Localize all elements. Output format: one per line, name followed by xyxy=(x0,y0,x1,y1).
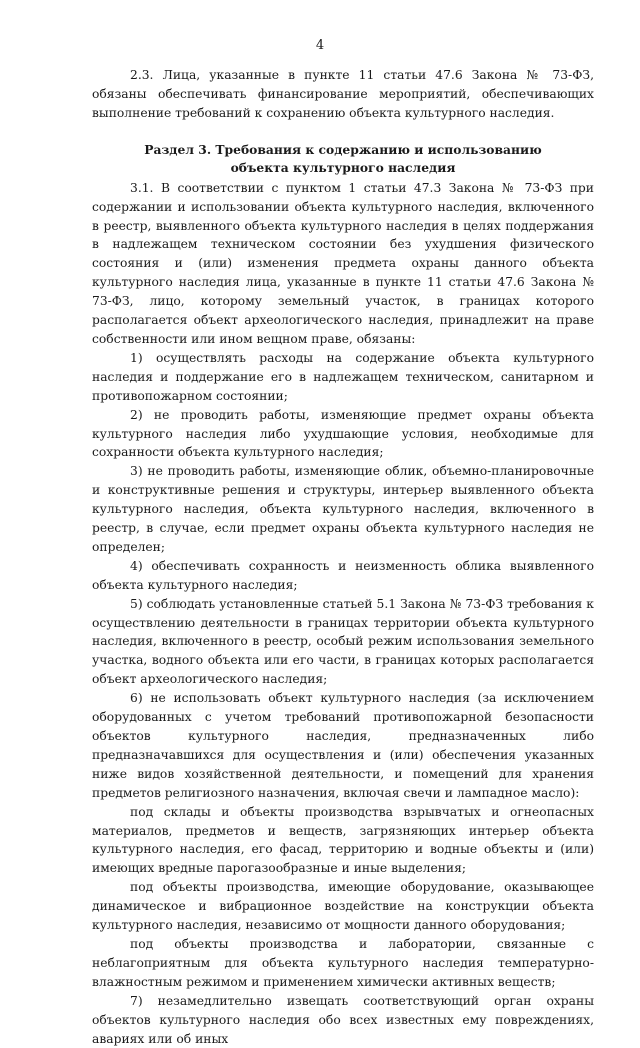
paragraph-2-3: 2.3. Лица, указанные в пункте 11 статьи 47.6 Закона № 73-ФЗ, обязаны обеспечивать финансирование мероприятий, обеспечивающих выполнение требований к сохранению объекта культурного наследия. xyxy=(92,68,594,120)
list-item-6: 6) не использовать объект культурного наследия (за исключением оборудованных с учетом требований противопожарной безопасности объектов культурного наследия, предназначенных либо предназначавшихся для осуществления и (или) обеспечения указанных ниже видов хозяйственной деятельности, и помещений для хранения предметов религиозного назначения, включая свечи и лампадное масло): xyxy=(92,691,594,800)
section-3-title xyxy=(92,141,594,177)
list-item-5: 5) соблюдать установленные статьей 5.1 Закона № 73-ФЗ требования к осуществлению деятельности в границах территории объекта культурного наследия, включенного в реестр, особый режим использования земельного участка, водного объекта или его части, в границах которых располагается объект археологического наследия; xyxy=(92,596,594,687)
sub-item-vibration-production: под объекты производства, имеющие оборудование, оказывающее динамическое и вибрационное воздействие на конструкции объекта культурного наследия, независимо от мощности данного оборудования; xyxy=(92,880,594,933)
sub-item-warehouses: под склады и объекты производства взрывчатых и огнеопасных материалов, предметов и веществ, загрязняющих интерьер объекта культурного наследия, его фасад, территорию и водные объекты и (или) имеющих вредные парогазообразные и иные выделения; xyxy=(92,804,594,876)
list-item-2: 2) не проводить работы, изменяющие предмет охраны объекта культурного наследия либо ухудшающие условия, необходимые для сохранности объекта культурного наследия; xyxy=(92,407,594,460)
section-title-line-1: Раздел 3. Требования к содержанию и использованию xyxy=(144,141,542,157)
list-item-3: 3) не проводить работы, изменяющие облик, объемно-планировочные и конструктивные решения и структуры, интерьер выявленного объекта культурного наследия, объекта культурного наследия, включенного в реестр, в случае, если предмет охраны объекта культурного наследия не определен; xyxy=(92,464,594,554)
list-item-1: 1) осуществлять расходы на содержание объекта культурного наследия и поддержание его в надлежащем техническом, санитарном и противопожарном состоянии; xyxy=(92,350,594,403)
page-number: 4 xyxy=(315,38,325,53)
paragraph-3-1: 3.1. В соответствии с пунктом 1 статьи 47.3 Закона № 73-ФЗ при содержании и использовании объекта культурного наследия, включенного в реестр, выявленного объекта культурного наследия в целях поддержания в надлежащем техническом состоянии без ухудшения физического состояния и (или) изменения предмета охраны данного объекта культурного наследия лица, указанные в пункте 11 статьи 47.6 Закона № 73-ФЗ, лицо, которому земельный участок, в границах которого располагается объект археологического наследия, принадлежит на праве собственности или ином вещном праве, обязаны: xyxy=(92,180,594,346)
document-body xyxy=(92,66,594,1048)
section-title-line-2: объекта культурного наследия xyxy=(230,159,456,175)
list-item-4: 4) обеспечивать сохранность и неизменность облика выявленного объекта культурного наследия; xyxy=(92,558,594,592)
sub-item-laboratories: под объекты производства и лаборатории, связанные с неблагоприятным для объекта культурного наследия температурно-влажностным режимом и применением химически активных веществ; xyxy=(92,936,594,989)
list-item-7: 7) незамедлительно извещать соответствующий орган охраны объектов культурного наследия обо всех известных ему повреждениях, авариях или об иных xyxy=(92,993,594,1046)
